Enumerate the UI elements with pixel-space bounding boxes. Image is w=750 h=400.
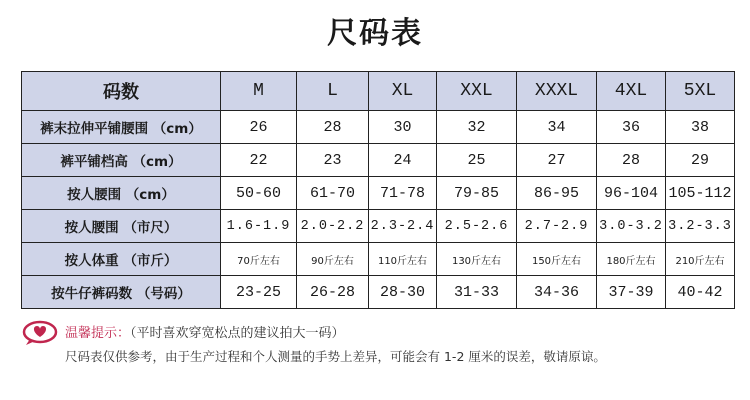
table-cell: 29 — [666, 144, 735, 177]
table-row — [22, 276, 735, 309]
table-row — [22, 210, 735, 243]
row-label: 按人腰围 （市尺） — [22, 210, 221, 243]
size-header-row — [22, 72, 735, 111]
table-cell: 50-60 — [221, 177, 297, 210]
size-col-4xl: 4XL — [597, 72, 666, 111]
row-label: 裤平铺档高 （cm） — [22, 144, 221, 177]
size-col-xxxl: XXXL — [517, 72, 597, 111]
size-col-m: M — [221, 72, 297, 111]
table-cell: 28-30 — [369, 276, 437, 309]
table-cell: 105-112 — [666, 177, 735, 210]
table-cell: 90斤左右 — [297, 243, 369, 276]
table-cell: 34 — [517, 111, 597, 144]
tip-line — [65, 322, 345, 341]
table-cell: 36 — [597, 111, 666, 144]
table-cell: 3.2-3.3 — [666, 210, 735, 243]
table-cell: 30 — [369, 111, 437, 144]
size-chart-table — [21, 71, 735, 309]
table-row — [22, 243, 735, 276]
table-cell: 86-95 — [517, 177, 597, 210]
size-header-label: 码数 — [22, 72, 221, 111]
table-cell: 1.6-1.9 — [221, 210, 297, 243]
table-cell: 24 — [369, 144, 437, 177]
table-cell: 37-39 — [597, 276, 666, 309]
page-title: 尺码表 — [327, 16, 423, 51]
heart-speech-bubble-icon — [22, 320, 58, 350]
table-cell: 96-104 — [597, 177, 666, 210]
table-cell: 31-33 — [437, 276, 517, 309]
table-cell: 22 — [221, 144, 297, 177]
disclaimer-note: 尺码表仅供参考，由于生产过程和个人测量的手势上差异，可能会有 1-2 厘米的误差，敬请原谅。 — [65, 349, 606, 364]
table-cell: 71-78 — [369, 177, 437, 210]
table-cell: 110斤左右 — [369, 243, 437, 276]
table-row — [22, 144, 735, 177]
size-col-l: L — [297, 72, 369, 111]
tip-label: 温馨提示： — [65, 326, 131, 341]
table-cell: 2.7-2.9 — [517, 210, 597, 243]
table-row — [22, 177, 735, 210]
table-cell: 28 — [597, 144, 666, 177]
table-cell: 2.0-2.2 — [297, 210, 369, 243]
table-cell: 150斤左右 — [517, 243, 597, 276]
table-cell: 61-70 — [297, 177, 369, 210]
table-cell: 2.5-2.6 — [437, 210, 517, 243]
table-cell: 210斤左右 — [666, 243, 735, 276]
table-cell: 40-42 — [666, 276, 735, 309]
size-col-xl: XL — [369, 72, 437, 111]
table-cell: 70斤左右 — [221, 243, 297, 276]
table-cell: 130斤左右 — [437, 243, 517, 276]
size-col-5xl: 5XL — [666, 72, 735, 111]
table-cell: 26 — [221, 111, 297, 144]
table-cell: 3.0-3.2 — [597, 210, 666, 243]
table-cell: 2.3-2.4 — [369, 210, 437, 243]
table-cell: 79-85 — [437, 177, 517, 210]
table-cell: 38 — [666, 111, 735, 144]
table-cell: 26-28 — [297, 276, 369, 309]
table-cell: 27 — [517, 144, 597, 177]
table-cell: 23-25 — [221, 276, 297, 309]
table-cell: 32 — [437, 111, 517, 144]
table-cell: 23 — [297, 144, 369, 177]
tip-text: （平时喜欢穿宽松点的建议拍大一码） — [130, 326, 345, 341]
row-label: 按人体重 （市斤） — [22, 243, 221, 276]
table-cell: 28 — [297, 111, 369, 144]
row-label: 裤末拉伸平铺腰围 （cm） — [22, 111, 221, 144]
table-cell: 34-36 — [517, 276, 597, 309]
table-row — [22, 111, 735, 144]
row-label: 按人腰围 （cm） — [22, 177, 221, 210]
size-col-xxl: XXL — [437, 72, 517, 111]
row-label: 按牛仔裤码数 （号码） — [22, 276, 221, 309]
table-cell: 25 — [437, 144, 517, 177]
table-cell: 180斤左右 — [597, 243, 666, 276]
